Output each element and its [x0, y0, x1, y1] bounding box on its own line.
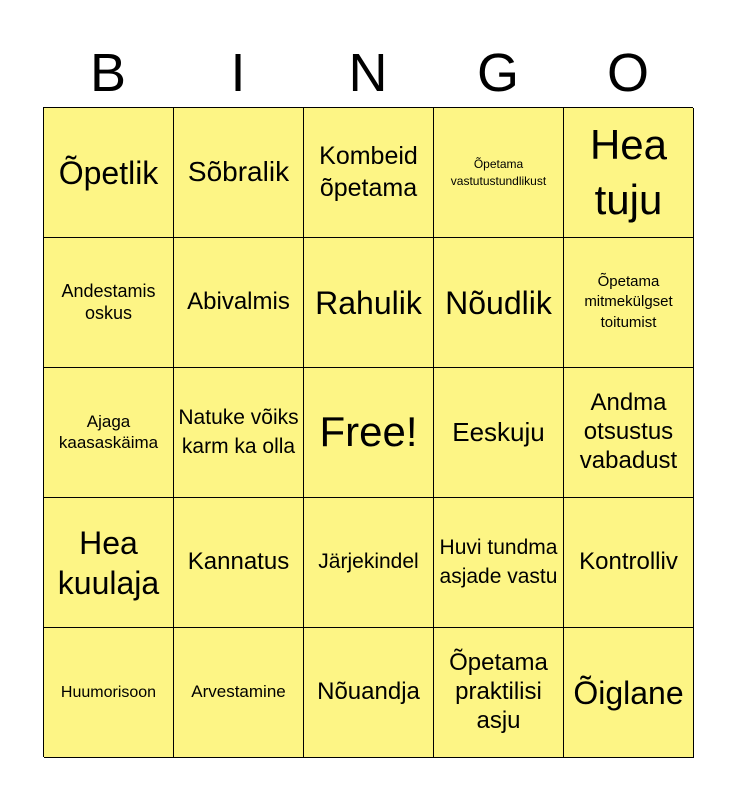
bingo-cell[interactable]: Järjekindel	[304, 498, 434, 628]
header-letter-i: I	[230, 43, 246, 103]
bingo-cell[interactable]: Kontrolliv	[564, 498, 694, 628]
bingo-cell[interactable]: Õpetama vastutustundlikust	[434, 108, 564, 238]
bingo-cell[interactable]: Kannatus	[174, 498, 304, 628]
bingo-cell[interactable]: Õpetama mitmekülgset toitumist	[564, 238, 694, 368]
header-letter-b: B	[89, 43, 127, 103]
bingo-cell[interactable]: Huvi tundma asjade vastu	[434, 498, 564, 628]
bingo-cell[interactable]: Hea tuju	[564, 108, 694, 238]
bingo-header	[43, 38, 693, 108]
bingo-cell[interactable]: Sõbralik	[174, 108, 304, 238]
bingo-cell[interactable]: Eeskuju	[434, 368, 564, 498]
bingo-cell[interactable]: Huumorisoon	[44, 628, 174, 758]
header-letter-g: G	[476, 43, 519, 103]
bingo-cell[interactable]: Andestamis oskus	[44, 238, 174, 368]
bingo-cell[interactable]: Hea kuulaja	[44, 498, 174, 628]
bingo-cell[interactable]: Kombeid õpetama	[304, 108, 434, 238]
bingo-cell[interactable]: Andma otsustus vabadust	[564, 368, 694, 498]
header-letter-o: O	[606, 43, 649, 103]
bingo-cell[interactable]: Nõudlik	[434, 238, 564, 368]
bingo-cell[interactable]: Arvestamine	[174, 628, 304, 758]
bingo-cell[interactable]: Õpetlik	[44, 108, 174, 238]
bingo-cell[interactable]: Free!	[304, 368, 434, 498]
bingo-cell[interactable]: Õpetama praktilisi asju	[434, 628, 564, 758]
bingo-grid	[43, 107, 693, 757]
bingo-cell[interactable]: Natuke võiks karm ka olla	[174, 368, 304, 498]
header-letter-n: N	[348, 43, 388, 103]
bingo-cell[interactable]: Abivalmis	[174, 238, 304, 368]
bingo-cell[interactable]: Ajaga kaasaskäima	[44, 368, 174, 498]
bingo-cell[interactable]: Nõuandja	[304, 628, 434, 758]
bingo-cell[interactable]: Õiglane	[564, 628, 694, 758]
bingo-cell[interactable]: Rahulik	[304, 238, 434, 368]
